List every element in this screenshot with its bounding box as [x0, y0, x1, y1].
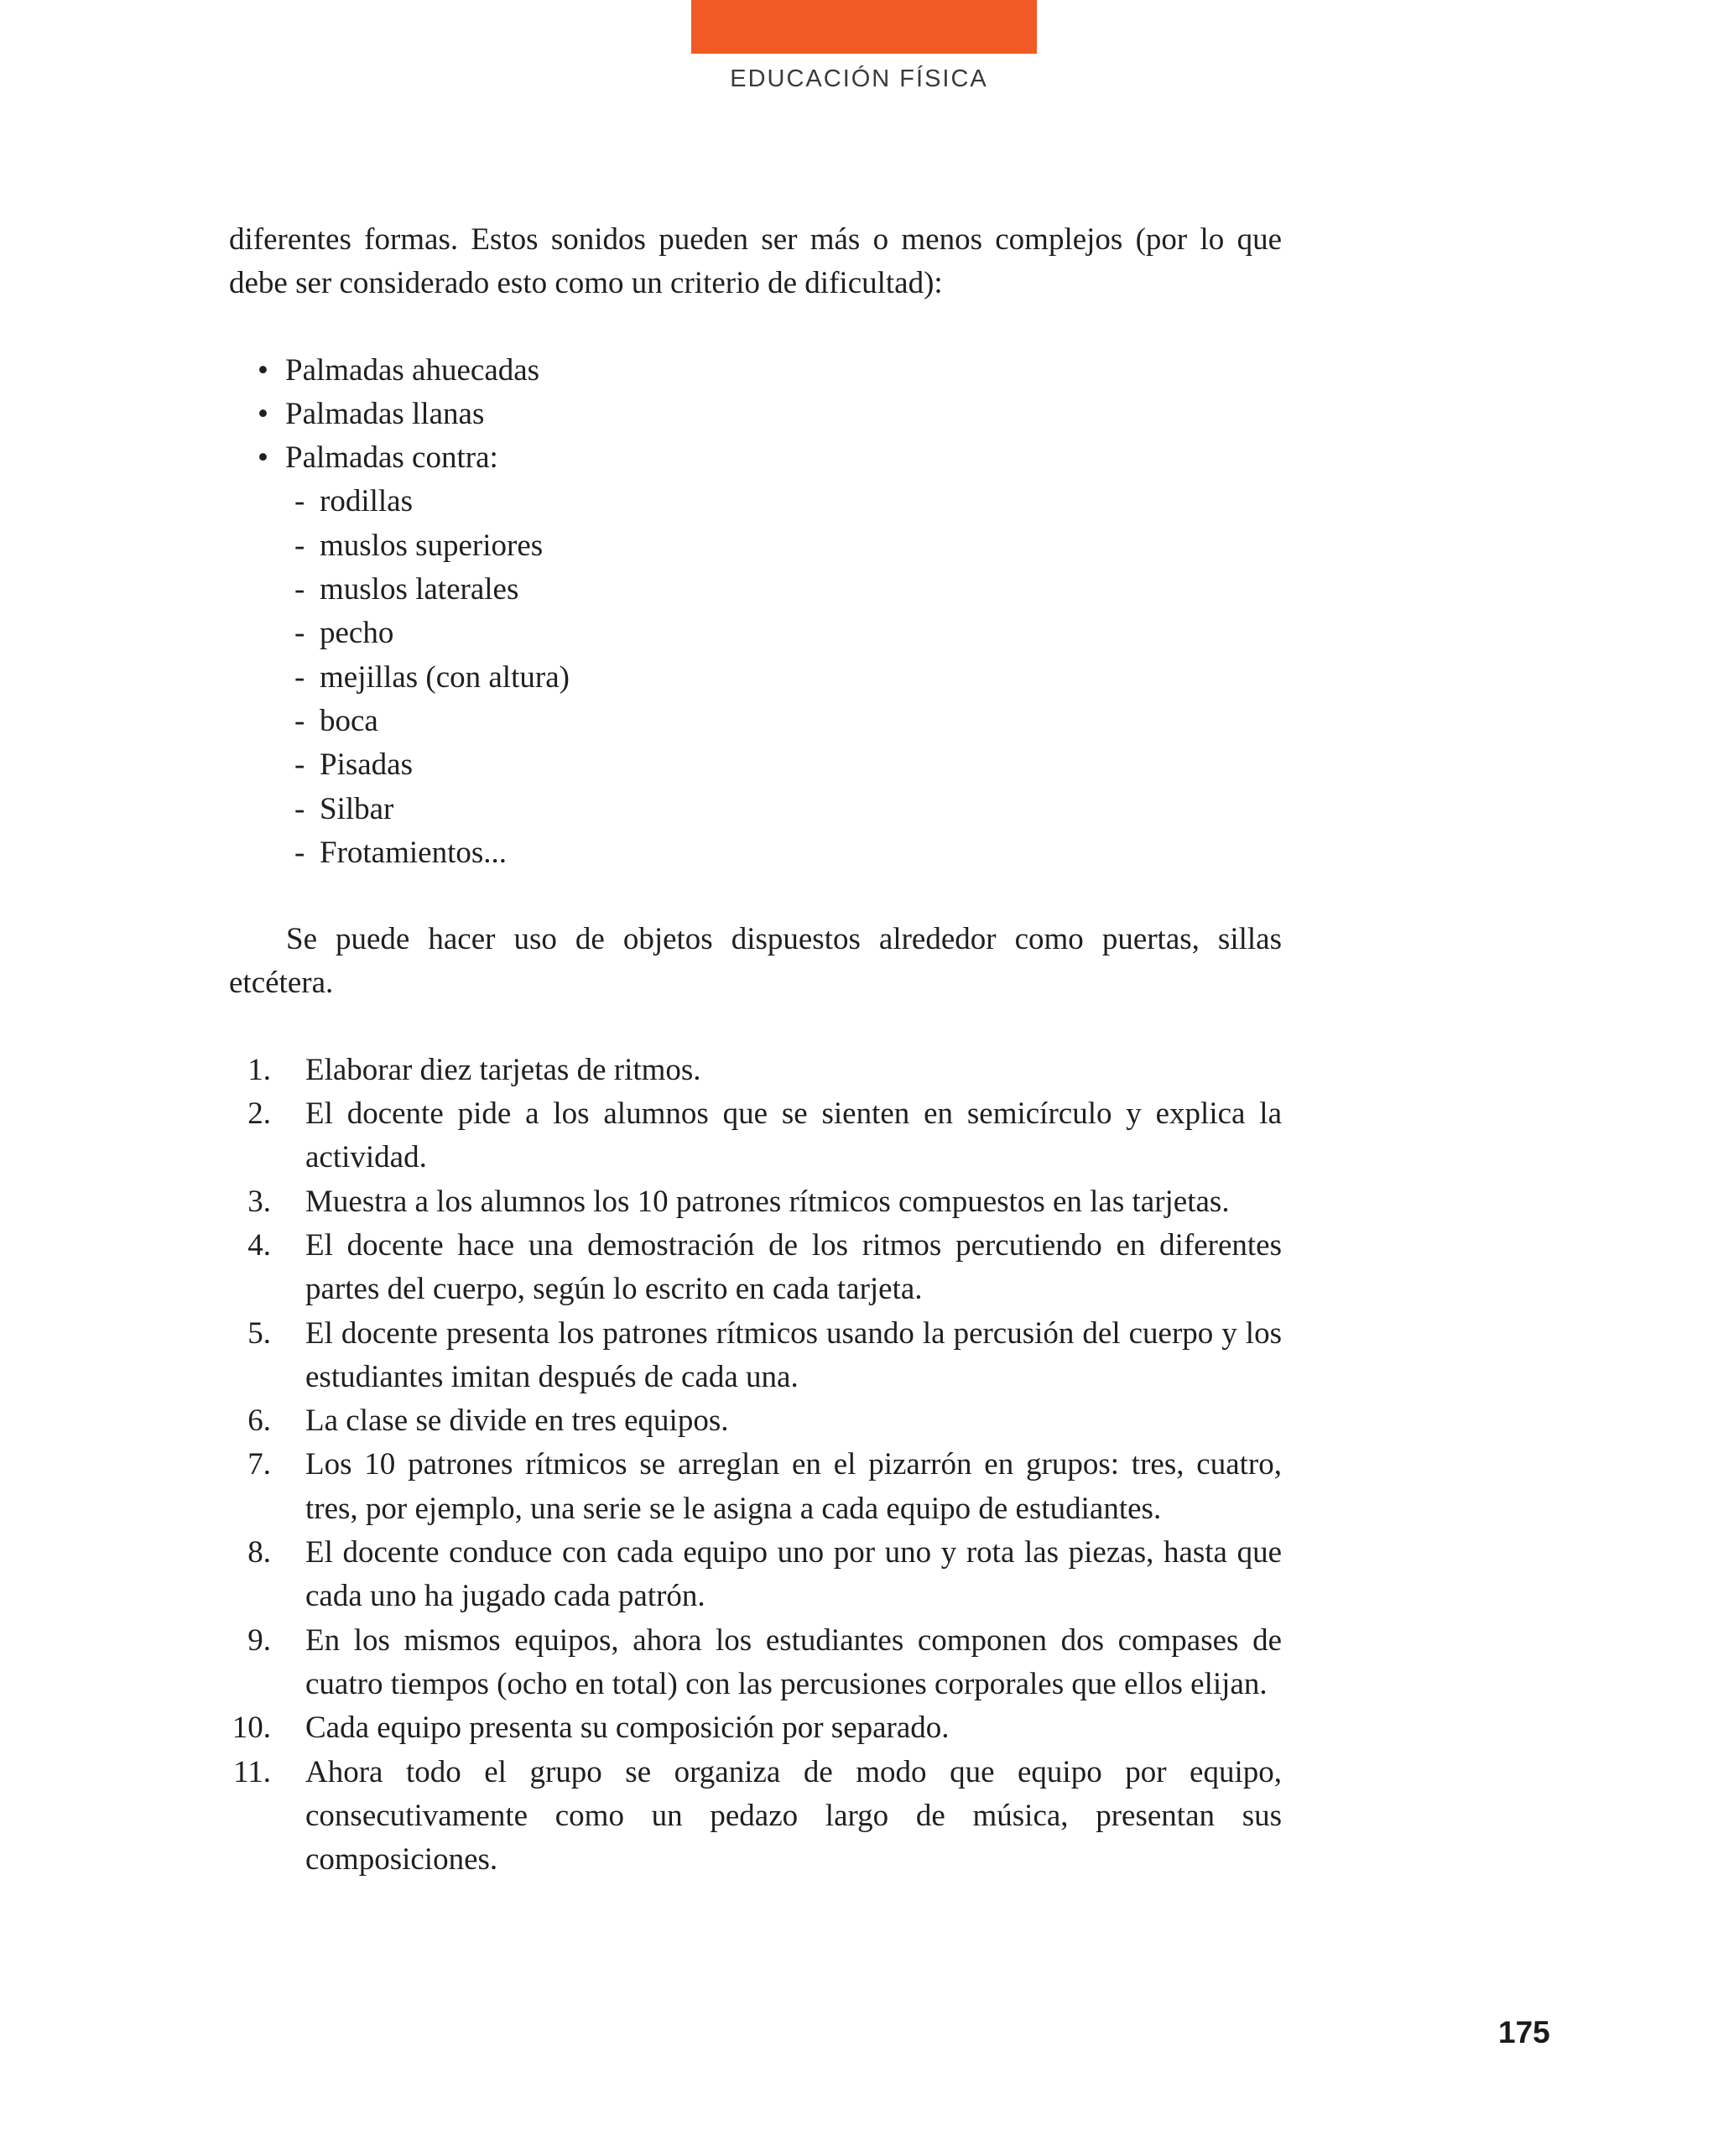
step-item [229, 1443, 1282, 1531]
sub-item-label: muslos laterales [320, 572, 519, 607]
sub-item-label: Silbar [320, 791, 394, 826]
step-text: La clase se divide en tres equipos. [305, 1403, 729, 1439]
step-item [229, 1049, 1282, 1092]
dash-mark: - [294, 703, 305, 738]
bullet-label: Palmadas contra: [285, 440, 498, 476]
sub-item [229, 700, 1282, 743]
sub-item [229, 831, 1282, 875]
bullet-mark: • [258, 396, 268, 431]
step-text: El docente presenta los patrones rítmicos usando la percusión del cuerpo y los estudiantes imitan después de cada una. [305, 1315, 1282, 1394]
step-number: 6. [247, 1403, 271, 1439]
sub-list-container [229, 480, 1282, 875]
step-item [229, 1619, 1282, 1707]
sub-item-label: mejillas (con altura) [320, 659, 570, 695]
sub-item-label: pecho [320, 616, 394, 651]
dash-mark: - [294, 791, 305, 826]
sub-item-label: muslos superiores [320, 528, 544, 563]
step-item [229, 1180, 1282, 1224]
step-number: 5. [247, 1315, 271, 1351]
step-item [229, 1224, 1282, 1312]
step-number: 2. [247, 1096, 271, 1132]
step-item [229, 1312, 1282, 1400]
dash-mark: - [294, 747, 305, 783]
step-item [229, 1092, 1282, 1180]
sub-item [229, 568, 1282, 612]
sub-item [229, 480, 1282, 523]
body-parts-sublist [229, 480, 1282, 875]
sub-item [229, 612, 1282, 655]
sub-item [229, 656, 1282, 700]
step-number: 1. [247, 1052, 271, 1087]
bullet-item [229, 393, 1282, 436]
step-item [229, 1399, 1282, 1443]
step-text: Elaborar diez tarjetas de ritmos. [305, 1052, 701, 1087]
step-number: 7. [247, 1447, 271, 1482]
dash-mark: - [294, 484, 305, 519]
sub-item [229, 524, 1282, 568]
running-header: EDUCACIÓN FÍSICA [730, 65, 988, 92]
sub-item [229, 743, 1282, 787]
dash-mark: - [294, 835, 305, 870]
step-number: 9. [247, 1622, 271, 1658]
page-number: 175 [1498, 2015, 1550, 2049]
sub-item-label: Frotamientos... [320, 835, 508, 870]
step-number: 11. [233, 1754, 271, 1789]
step-item [229, 1531, 1282, 1619]
page-body [229, 218, 1282, 1882]
step-number: 10. [232, 1711, 271, 1746]
step-number: 4. [247, 1227, 271, 1263]
step-item [229, 1706, 1282, 1750]
activity-steps-list [229, 1049, 1282, 1883]
dash-mark: - [294, 616, 305, 651]
percussion-list [229, 349, 1282, 876]
sub-item-label: Pisadas [320, 747, 413, 783]
step-text: Muestra a los alumnos los 10 patrones rítmicos compuestos en las tarjetas. [305, 1184, 1230, 1219]
dash-mark: - [294, 572, 305, 607]
step-text: Cada equipo presenta su composición por separado. [305, 1711, 950, 1746]
bullet-label: Palmadas llanas [285, 396, 485, 431]
bullet-mark: • [258, 440, 268, 476]
step-number: 8. [247, 1535, 271, 1570]
bullet-item [229, 349, 1282, 393]
step-text: El docente hace una demostración de los ritmos percutiendo en diferentes partes del cuerpo, según lo escrito en cada tarjeta. [305, 1227, 1282, 1307]
header-color-tab [691, 0, 1037, 54]
dash-mark: - [294, 528, 305, 563]
sub-item-label: boca [320, 703, 378, 738]
step-text: En los mismos equipos, ahora los estudiantes componen dos compases de cuatro tiempos (ocho en total) con las percusiones corporales que ellos elijan. [305, 1622, 1282, 1701]
dash-mark: - [294, 659, 305, 695]
step-text: El docente conduce con cada equipo uno por uno y rota las piezas, hasta que cada uno ha jugado cada patrón. [305, 1535, 1282, 1614]
step-item [229, 1751, 1282, 1883]
objects-paragraph: Se puede hacer uso de objetos dispuestos alrededor como puertas, sillas etcétera. [229, 922, 1282, 1001]
sub-item [229, 788, 1282, 831]
step-text: Los 10 patrones rítmicos se arreglan en el pizarrón en grupos: tres, cuatro, tres, por ejemplo, una serie se le asigna a cada equipo de estudiantes. [305, 1447, 1282, 1526]
step-text: Ahora todo el grupo se organiza de modo que equipo por equipo, consecutivamente como un pedazo largo de música, presentan sus composiciones. [305, 1754, 1282, 1877]
sub-item-label: rodillas [320, 484, 413, 519]
step-number: 3. [247, 1184, 271, 1219]
step-text: El docente pide a los alumnos que se sienten en semicírculo y explica la actividad. [305, 1096, 1282, 1175]
intro-paragraph: diferentes formas. Estos sonidos pueden ser más o menos complejos (por lo que debe ser considerado esto como un criterio de dificultad): [229, 222, 1282, 301]
bullet-label: Palmadas ahuecadas [285, 352, 540, 388]
bullet-item [229, 436, 1282, 480]
bullet-mark: • [258, 352, 268, 388]
